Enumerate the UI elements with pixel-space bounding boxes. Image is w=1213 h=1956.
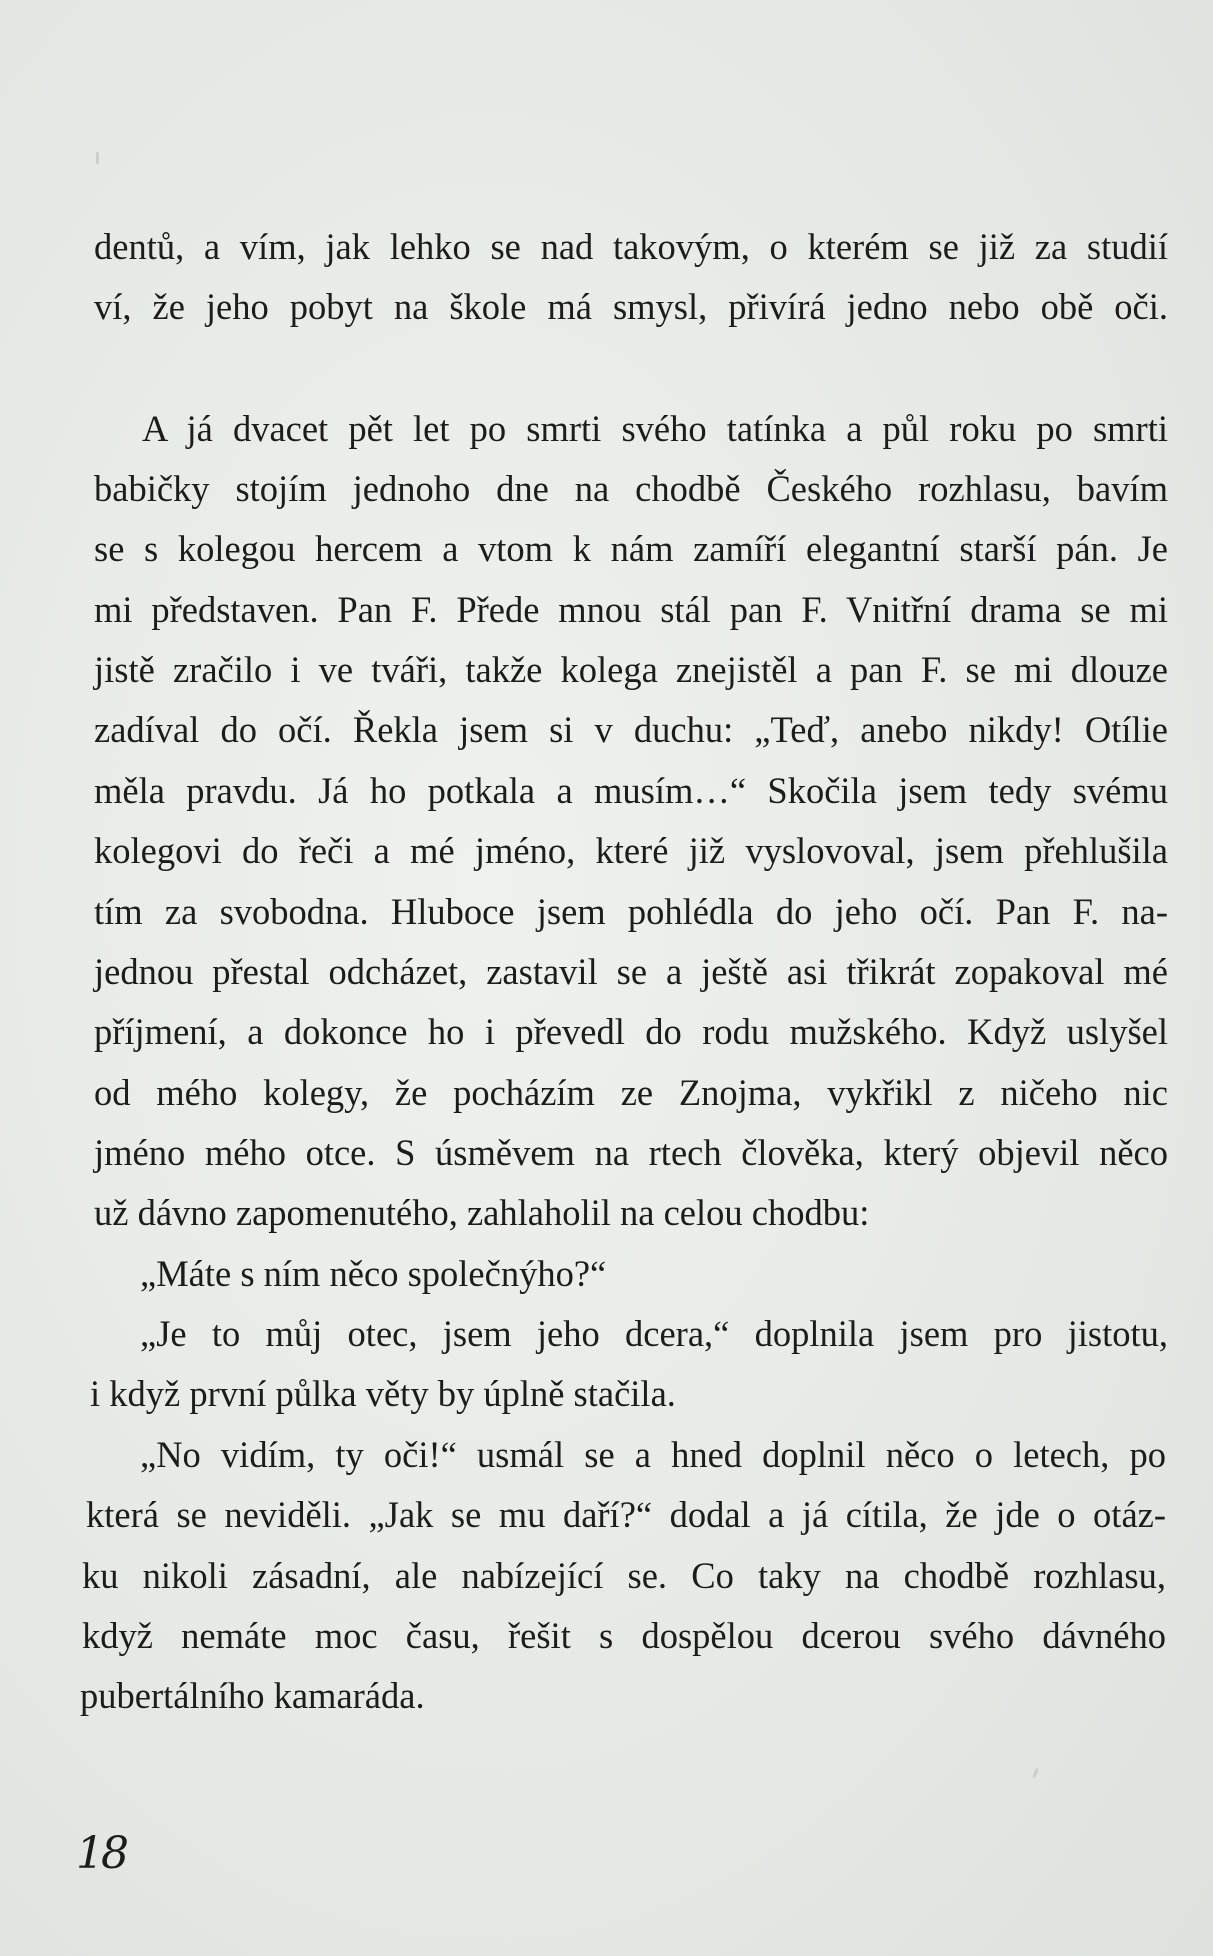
text-line: už dávno zapomenutého, zahlaholil na celou chodbu: — [94, 1192, 870, 1233]
text-line: babičky stojím jednoho dne na chodbě Českého rozhlasu, bavím — [94, 468, 1168, 509]
text-line: ví, že jeho pobyt na škole má smysl, přivírá jedno nebo obě oči. — [94, 286, 1168, 327]
text-line: příjmení, a dokonce ho i převedl do rodu mužského. Když uslyšel — [94, 1011, 1168, 1052]
text-line: se s kolegou hercem a vtom k nám zamíří elegantní starší pán. Je — [94, 528, 1168, 569]
text-line: když nemáte moc času, řešit s dospělou dcerou svého dávného — [82, 1615, 1166, 1656]
text-line: měla pravdu. Já ho potkala a musím…“ Skočila jsem tedy svému — [94, 770, 1168, 811]
text-line: od mého kolegy, že pocházím ze Znojma, vykřikl z ničeho nic — [94, 1072, 1168, 1113]
text-line: dentů, a vím, jak lehko se nad takovým, o kterém se již za studií — [94, 226, 1168, 267]
text-line: „Máte s ním něco společnýho?“ — [140, 1253, 607, 1294]
text-line: pubertálního kamaráda. — [80, 1675, 425, 1716]
text-line: mi představen. Pan F. Přede mnou stál pan F. Vnitřní drama se mi — [94, 589, 1168, 630]
text-line: „No vidím, ty oči!“ usmál se a hned doplnil něco o letech, po — [140, 1434, 1166, 1475]
paper-speck — [1032, 1768, 1038, 1778]
paper-speck — [96, 152, 99, 164]
text-line: A já dvacet pět let po smrti svého tatínka a půl roku po smrti — [142, 408, 1168, 449]
text-line: ku nikoli zásadní, ale nabízející se. Co taky na chodbě rozhlasu, — [82, 1555, 1166, 1596]
page-number: 18 — [76, 1828, 126, 1879]
text-line: zadíval do očí. Řekla jsem si v duchu: „Teď, anebo nikdy! Otílie — [94, 709, 1168, 750]
text-line: jednou přestal odcházet, zastavil se a ještě asi třikrát zopakoval mé — [94, 951, 1168, 992]
text-line: jistě zračilo i ve tváři, takže kolega znejistěl a pan F. se mi dlouze — [94, 649, 1168, 690]
text-line: i když první půlka věty by úplně stačila. — [90, 1373, 676, 1414]
text-line: „Je to můj otec, jsem jeho dcera,“ doplnila jsem pro jistotu, — [140, 1313, 1168, 1354]
text-line: tím za svobodna. Hluboce jsem pohlédla do jeho očí. Pan F. na- — [94, 891, 1168, 932]
text-line: která se neviděli. „Jak se mu daří?“ dodal a já cítila, že jde o otáz- — [86, 1494, 1166, 1535]
text-line: jméno mého otce. S úsměvem na rtech člověka, který objevil něco — [94, 1132, 1168, 1173]
text-line: kolegovi do řeči a mé jméno, které již vyslovoval, jsem přehlušila — [94, 830, 1168, 871]
